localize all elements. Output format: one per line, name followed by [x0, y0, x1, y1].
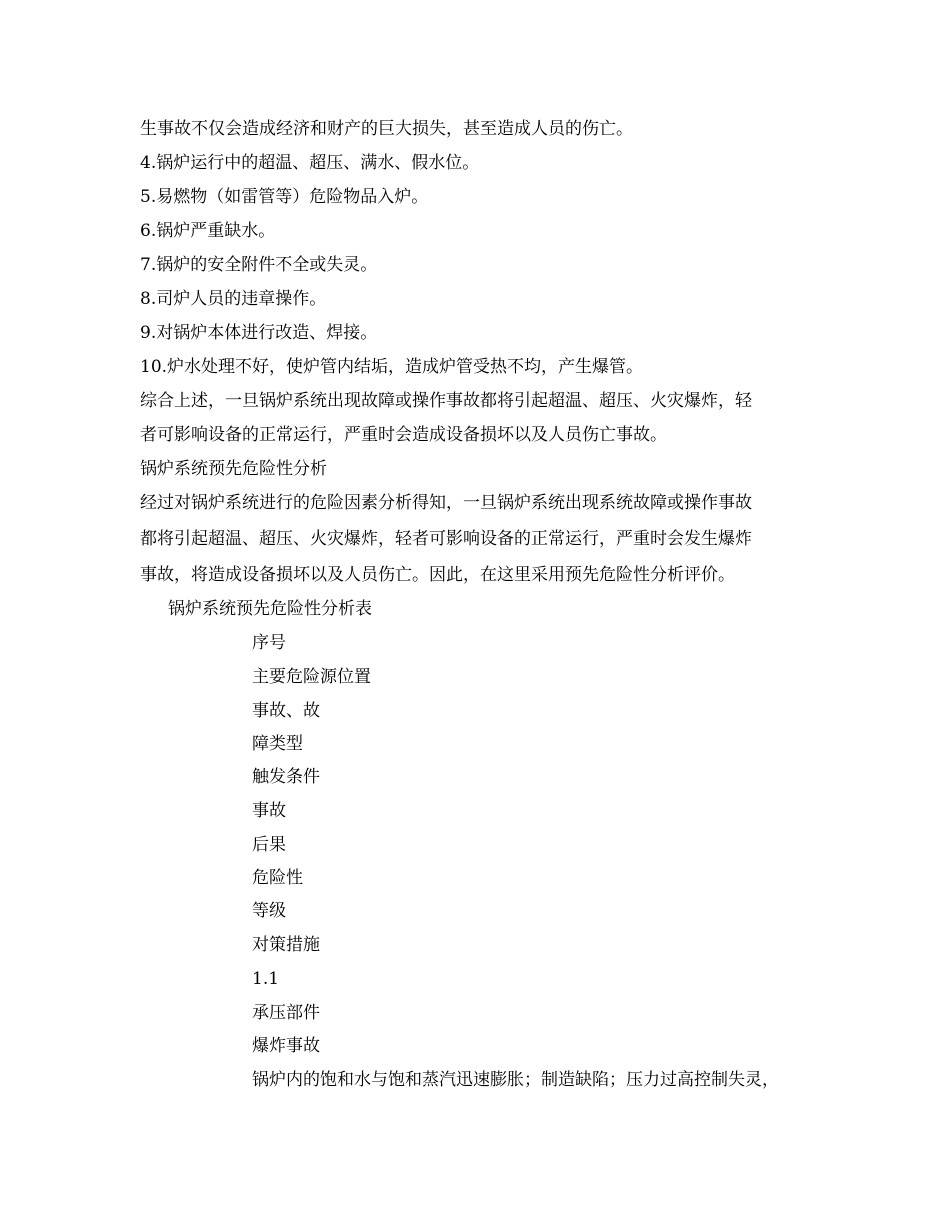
table-cell: 障类型 — [252, 734, 303, 754]
paragraph-line: 生事故不仅会造成经济和财产的巨大损失，甚至造成人员的伤亡。 — [140, 119, 633, 139]
list-item: 8.司炉人员的违章操作。 — [140, 289, 327, 309]
table-cell: 危险性 — [252, 868, 303, 888]
table-cell: 触发条件 — [252, 767, 320, 787]
table-cell: 等级 — [252, 901, 286, 921]
list-item: 9.对锅炉本体进行改造、焊接。 — [140, 323, 378, 343]
list-item: 6.锅炉严重缺水。 — [140, 221, 276, 241]
table-cell: 事故 — [252, 801, 286, 821]
paragraph-line: 者可影响设备的正常运行，严重时会造成设备损坏以及人员伤亡事故。 — [140, 425, 667, 445]
table-cell: 承压部件 — [252, 1003, 320, 1023]
table-title: 锅炉系统预先危险性分析表 — [168, 599, 372, 619]
table-cell: 序号 — [252, 633, 286, 653]
list-item: 10.炉水处理不好，使炉管内结垢，造成炉管受热不均，产生爆管。 — [140, 357, 644, 377]
paragraph-line: 事故，将造成设备损坏以及人员伤亡。因此，在这里采用预先危险性分析评价。 — [140, 565, 735, 585]
table-cell: 爆炸事故 — [252, 1036, 320, 1056]
list-item: 5.易燃物（如雷管等）危险物品入炉。 — [140, 187, 429, 207]
table-cell: 后果 — [252, 835, 286, 855]
table-cell: 1.1 — [252, 969, 280, 989]
table-cell: 事故、故 — [252, 701, 320, 721]
table-cell: 对策措施 — [252, 935, 320, 955]
list-item: 4.锅炉运行中的超温、超压、满水、假水位。 — [140, 153, 480, 173]
list-item: 7.锅炉的安全附件不全或失灵。 — [140, 255, 378, 275]
table-cell: 锅炉内的饱和水与饱和蒸汽迅速膨胀；制造缺陷；压力过高控制失灵， — [252, 1070, 779, 1090]
table-cell: 主要危险源位置 — [252, 667, 371, 687]
paragraph-line: 经过对锅炉系统进行的危险因素分析得知，一旦锅炉系统出现系统故障或操作事故 — [140, 493, 752, 513]
paragraph-line: 都将引起超温、超压、火灾爆炸，轻者可影响设备的正常运行，严重时会发生爆炸 — [140, 529, 752, 549]
section-heading: 锅炉系统预先危险性分析 — [140, 459, 327, 479]
paragraph-line: 综合上述，一旦锅炉系统出现故障或操作事故都将引起超温、超压、火灾爆炸，轻 — [140, 391, 752, 411]
